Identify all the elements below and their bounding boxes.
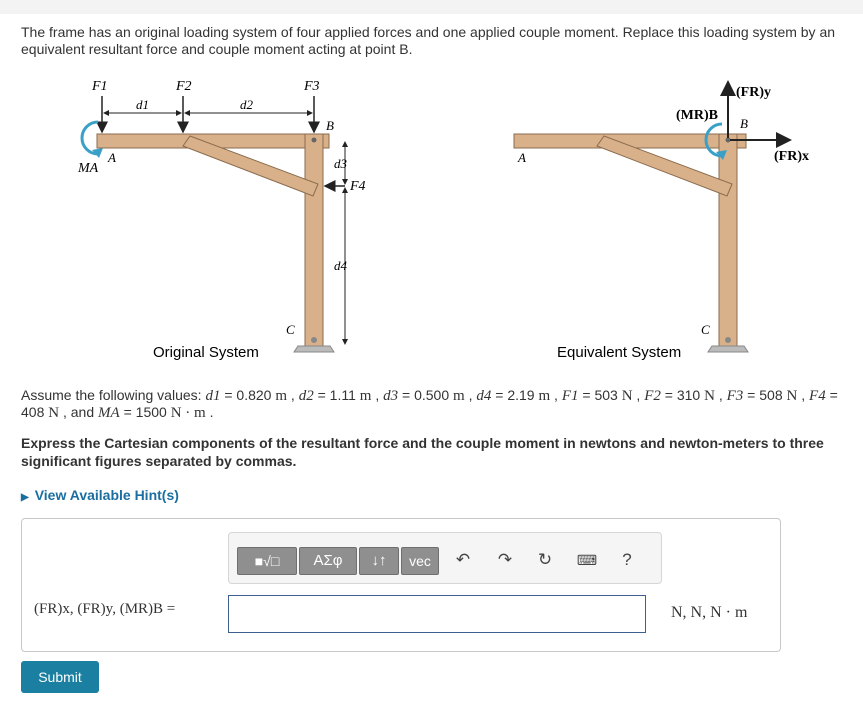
original-caption: Original System [153,344,259,361]
math-toolbar [228,532,662,584]
answer-input[interactable] [228,595,646,633]
redo-icon[interactable]: ↷ [497,550,513,569]
templates-button[interactable] [237,547,297,575]
subscript-button[interactable]: ↓↑ [359,547,399,575]
instruction-text: Express the Cartesian components of the resultant force and the couple moment in newtons and newton-meters to three significant figures separated by commas. [21,435,824,469]
label-c: C [286,322,295,337]
label-fry: (FR)y [736,85,771,100]
label-d2: d2 [240,97,253,112]
reset-icon[interactable]: ↻ [537,550,553,569]
expand-triangle-icon: ▶ [21,492,29,503]
label-d3: d3 [334,156,347,171]
equivalent-caption: Equivalent System [557,344,682,361]
keyboard-icon[interactable]: ⌨ [576,552,598,568]
original-frame [97,134,334,352]
top-bar [0,0,863,14]
vector-button[interactable]: vec [401,547,439,575]
label-d1: d1 [136,97,149,112]
label-d4: d4 [334,258,347,273]
submit-button[interactable]: Submit [21,661,99,693]
help-button[interactable]: ? [622,550,632,569]
view-hints-link[interactable] [21,487,179,503]
answer-panel [21,518,781,652]
hint-label: View Available Hint(s) [34,487,179,503]
answer-units: N, N, N · m [671,604,748,621]
answer-label: (FR)x, (FR)y, (MR)B = [34,601,176,617]
ma-couple-arrow [82,122,98,154]
label-a: A [108,150,116,165]
frame-figure [0,76,863,366]
label-c-equivalent: C [701,322,710,337]
problem-statement: The frame has an original loading system of four applied forces and one applied couple moment. Replace this loading system by an equivalent resultant force and couple moment acting at point B. [21,24,836,57]
label-f2: F2 [176,79,192,94]
label-f3: F3 [304,79,320,94]
undo-icon[interactable]: ↶ [455,550,471,569]
given-values: Assume the following values: d1 = 0.820 m , d2 = 1.11 m , d3 = 0.500 m , d4 = 2.19 m , F1 = 503 N , F2 = 310 N , F3 = 508 N , F4 = 408 N , and MA = 1500 N · m . [21,387,838,421]
fraction-root-icon: ■√□ [254,553,280,569]
label-b: B [326,118,334,133]
label-a-equivalent: A [518,150,526,165]
label-f1: F1 [92,79,108,94]
greek-symbols-button[interactable]: ΑΣφ [299,547,357,575]
label-ma: MA [78,161,99,176]
label-f4: F4 [350,179,366,194]
label-frx: (FR)x [774,149,809,164]
label-b-equivalent: B [740,116,748,131]
equivalent-frame [514,134,748,352]
label-mrb: (MR)B [676,108,718,123]
